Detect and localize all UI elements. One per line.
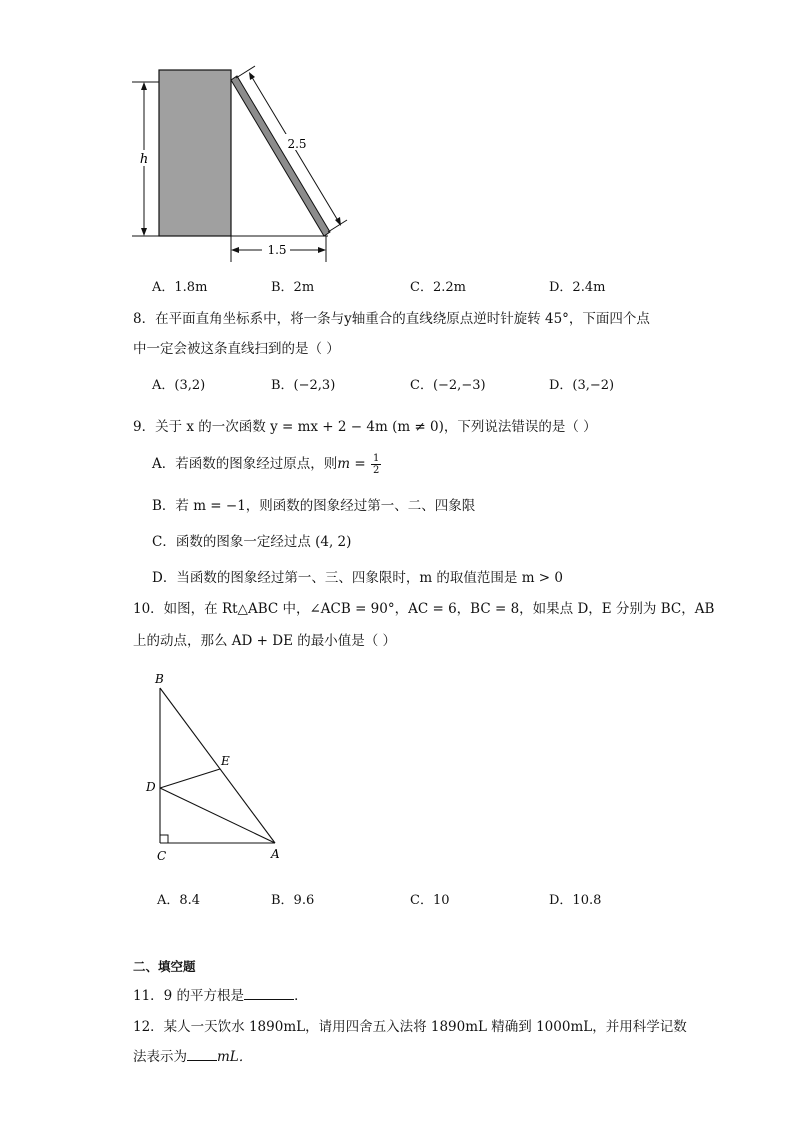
q12-unit: mL． bbox=[217, 1049, 253, 1065]
q9-stem: 9．关于 x 的一次函数 y = mx + 2 − 4m (m ≠ 0)，下列说法错误的是（ ） bbox=[133, 419, 597, 435]
fraction-numerator: 1 bbox=[372, 453, 380, 464]
q9-option-b: B．若 m = −1，则函数的图象经过第一、二、四象限 bbox=[152, 498, 476, 514]
q7-options bbox=[0, 276, 794, 296]
q10-option-c: C．10 bbox=[410, 893, 450, 908]
q10-option-a: A．8.4 bbox=[157, 893, 201, 908]
q7-ladder-figure bbox=[128, 62, 358, 267]
q12-line1: 12．某人一天饮水 1890mL，请用四舍五入法将 1890mL 精确到 1000mL，并用科学记数 bbox=[133, 1019, 687, 1035]
q9-option-c: C．函数的图象一定经过点 (4, 2) bbox=[152, 534, 352, 550]
q7-option-c: C．2.2m bbox=[410, 280, 466, 295]
label-e: E bbox=[221, 754, 230, 768]
q7-option-a: A．1.8m bbox=[152, 280, 208, 295]
label-d: D bbox=[146, 780, 156, 794]
fraction-denominator: 2 bbox=[372, 465, 380, 476]
label-a: A bbox=[271, 847, 280, 861]
q10-options bbox=[0, 889, 794, 909]
segment-de bbox=[160, 769, 220, 788]
q11-answer-blank[interactable] bbox=[244, 987, 294, 1000]
q9-option-a bbox=[152, 452, 382, 476]
q8-option-b: B．(−2,3) bbox=[271, 378, 336, 393]
q8-option-d: D．(3,−2) bbox=[549, 378, 615, 393]
base-arrow-left bbox=[231, 247, 239, 253]
q7-option-d: D．2.4m bbox=[549, 280, 606, 295]
q12-text: 法表示为 bbox=[133, 1049, 187, 1065]
q11 bbox=[133, 984, 308, 1004]
wall bbox=[159, 70, 231, 236]
q10-stem-line1: 10．如图，在 Rt△ABC 中，∠ACB = 90°，AC = 6，BC = 8，如果点 D，E 分别为 BC，AB bbox=[133, 601, 715, 617]
ladder bbox=[231, 76, 330, 236]
label-c: C bbox=[157, 849, 167, 863]
q10-option-d: D．10.8 bbox=[549, 893, 602, 908]
q10-triangle-figure bbox=[140, 668, 290, 868]
right-angle-mark bbox=[160, 835, 168, 843]
h-label: h bbox=[139, 152, 149, 167]
q12-answer-blank[interactable] bbox=[187, 1048, 217, 1061]
ladder-length-label: 2.5 bbox=[287, 137, 307, 151]
q8-stem-line2: 中一定会被这条直线扫到的是（ ） bbox=[133, 341, 340, 357]
q9-option-d: D．当函数的图象经过第一、三、四象限时，m 的取值范围是 m > 0 bbox=[152, 570, 563, 586]
q12-line2 bbox=[133, 1045, 252, 1065]
q9-option-a-var: m = bbox=[337, 456, 366, 472]
h-arrow-bottom bbox=[141, 228, 147, 236]
ladder-arrow-bottom bbox=[335, 217, 341, 226]
base-arrow-right bbox=[318, 247, 326, 253]
q8-stem-line1: 8．在平面直角坐标系中，将一条与y轴重合的直线绕原点逆时针旋转 45°，下面四个点 bbox=[133, 311, 650, 327]
q10-option-b: B．9.6 bbox=[271, 893, 315, 908]
q7-option-b: B．2m bbox=[271, 280, 315, 295]
q9-option-a-text: A．若函数的图象经过原点，则 bbox=[152, 456, 338, 472]
h-arrow-top bbox=[141, 82, 147, 90]
ladder-arrow-top bbox=[249, 72, 255, 80]
q10-stem-line2: 上的动点，那么 AD + DE 的最小值是（ ） bbox=[133, 633, 397, 649]
segment-ab bbox=[160, 688, 275, 843]
q9-option-a-fraction bbox=[371, 453, 381, 476]
q11-period: ． bbox=[294, 988, 308, 1004]
q8-options bbox=[0, 374, 794, 394]
q11-text: 11．9 的平方根是 bbox=[133, 988, 245, 1004]
label-b: B bbox=[155, 672, 164, 686]
segment-da bbox=[160, 788, 275, 843]
q8-option-a: A．(3,2) bbox=[152, 378, 206, 393]
base-length-label: 1.5 bbox=[267, 243, 287, 257]
section-title: 二、填空题 bbox=[133, 959, 196, 974]
q8-option-c: C．(−2,−3) bbox=[410, 378, 486, 393]
